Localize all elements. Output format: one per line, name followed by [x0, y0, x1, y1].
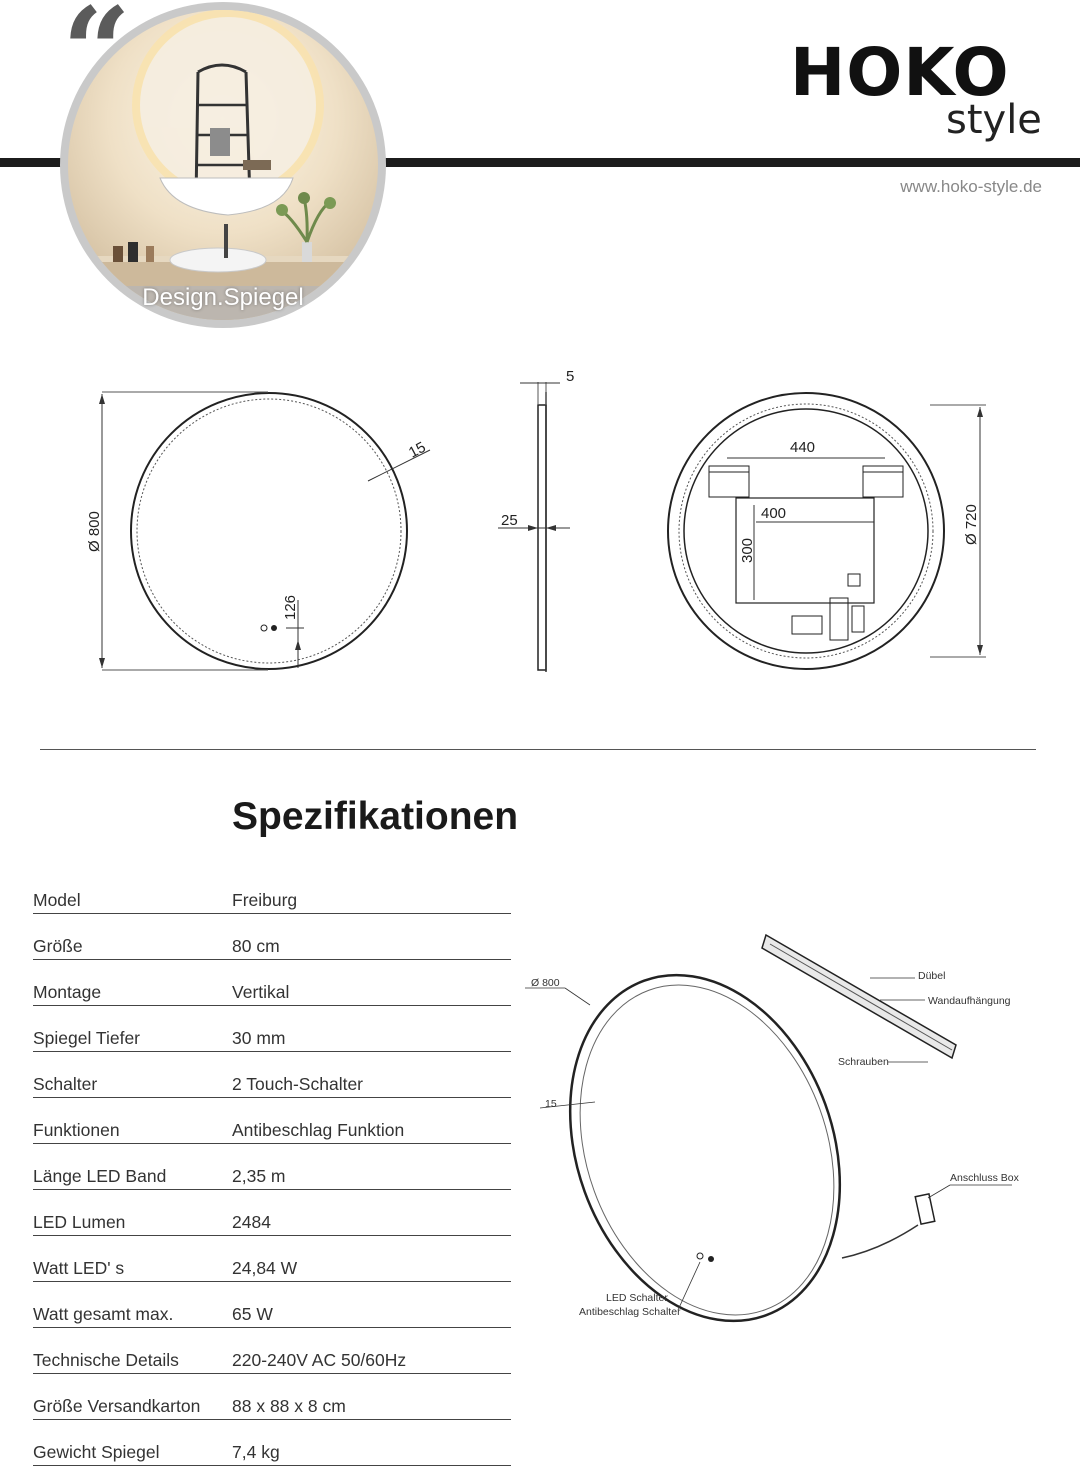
front-diameter-label: Ø 800	[86, 511, 103, 552]
photo-caption: Design.Spiegel	[142, 284, 304, 311]
technical-drawings	[0, 340, 1080, 700]
spec-label: Spiegel Tiefer	[33, 1028, 141, 1048]
install-frame-label: 15	[545, 1098, 557, 1110]
spec-row	[33, 1098, 511, 1144]
spec-row	[33, 1420, 511, 1466]
front-switch-offset-label: 126	[282, 594, 299, 620]
spec-value: 88 x 88 x 8 cm	[232, 1396, 346, 1416]
spec-value: 220-240V AC 50/60Hz	[232, 1350, 407, 1370]
spec-row	[33, 1282, 511, 1328]
spec-row	[33, 960, 511, 1006]
antibeschlag-schalter-label: Antibeschlag Schalter	[579, 1306, 681, 1318]
back-width-label: 440	[790, 439, 816, 456]
spec-value: 7,4 kg	[232, 1442, 280, 1462]
spec-value: 80 cm	[232, 936, 280, 956]
spec-title: Spezifikationen	[232, 795, 519, 838]
anschluss-box-label: Anschluss Box	[950, 1172, 1019, 1184]
spec-row	[33, 1190, 511, 1236]
spec-label: Größe	[33, 936, 83, 956]
spec-row	[33, 1374, 511, 1420]
spec-value: 2,35 m	[232, 1166, 286, 1186]
brand-logo-sub: style	[946, 97, 1042, 143]
back-inner-height-label: 300	[739, 537, 756, 563]
spec-label: Funktionen	[33, 1120, 120, 1140]
installation-diagram	[520, 925, 1060, 1325]
back-diameter-label: Ø 720	[963, 504, 980, 545]
wandaufhaengung-label: Wandaufhängung	[928, 995, 1011, 1007]
schrauben-label: Schrauben	[838, 1056, 889, 1068]
spec-row	[33, 914, 511, 960]
spec-value: Freiburg	[232, 890, 298, 910]
spec-label: Watt LED' s	[33, 1258, 125, 1278]
website-link[interactable]: www.hoko-style.de	[900, 177, 1042, 196]
spec-label: Montage	[33, 982, 102, 1002]
header-rule-right	[384, 158, 1080, 167]
spec-row	[33, 868, 511, 914]
spec-value: 2 Touch-Schalter	[232, 1074, 364, 1094]
mirror-perspective-drawing	[524, 935, 1012, 1325]
spec-row	[33, 1236, 511, 1282]
spec-label: Länge LED Band	[33, 1166, 167, 1186]
spec-label: Model	[33, 890, 81, 910]
front-frame-label: 15	[405, 438, 429, 462]
spec-label: Schalter	[33, 1074, 98, 1094]
led-schalter-label: LED Schalter	[606, 1292, 668, 1304]
spec-label: Größe Versandkarton	[33, 1396, 201, 1416]
spec-value: 30 mm	[232, 1028, 286, 1048]
duebel-label: Dübel	[918, 970, 946, 982]
spec-label: Watt gesamt max.	[33, 1304, 174, 1324]
section-divider	[40, 749, 1036, 750]
front-view-drawing	[99, 392, 430, 670]
spec-value: 65 W	[232, 1304, 273, 1324]
spec-row	[33, 1052, 511, 1098]
spec-label: Gewicht Spiegel	[33, 1442, 160, 1462]
back-inner-width-label: 400	[761, 505, 787, 522]
side-depth-label: 25	[501, 512, 518, 529]
spec-row	[33, 1144, 511, 1190]
install-diameter-label: Ø 800	[531, 977, 560, 989]
side-thickness-label: 5	[566, 368, 575, 385]
spec-value: 24,84 W	[232, 1258, 298, 1278]
spec-value: Vertikal	[232, 982, 290, 1002]
back-view-drawing	[668, 393, 986, 669]
brand-logo-main: HOKO	[790, 34, 1010, 111]
spec-label: Technische Details	[33, 1350, 179, 1370]
spec-table	[33, 868, 511, 1466]
spec-label: LED Lumen	[33, 1212, 126, 1232]
spec-row	[33, 1006, 511, 1052]
quote-icon: “	[62, 0, 132, 122]
spec-row	[33, 1328, 511, 1374]
spec-value: 2484	[232, 1212, 271, 1232]
spec-value: Antibeschlag Funktion	[232, 1120, 405, 1140]
